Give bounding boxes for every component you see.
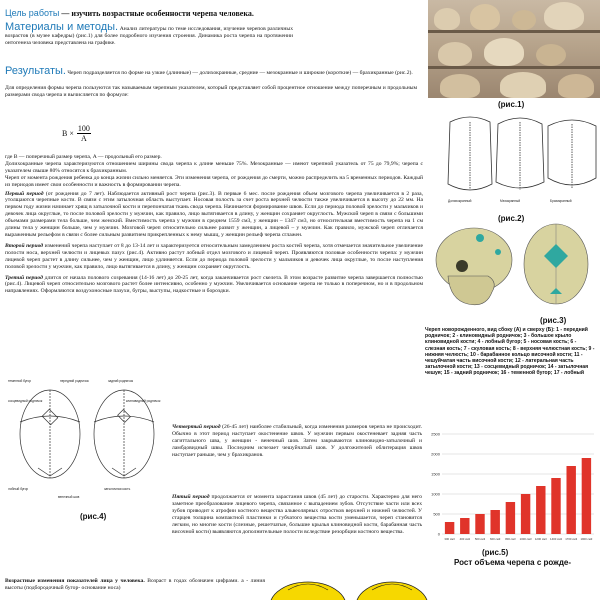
y-tick-label: 0 [437,531,440,537]
fig4-label-3: лобный бугор [8,487,29,491]
x-tick-label: 500 см3 [474,537,486,541]
period-3-text: длится от начала полового созревания (14-16 лет) до 20-25 лет, когда заканчивается рост скелета. В этом возрасте развитие черепа завершается полностью (рис.4). Лицевой череп относительно мозгового растет более интенсивно, особенно у мужчин. Увеличивается основание черепа не только в поперечном, но и в продольном направлениях. Оформляются воздухоносные пазухи, бугры, выступы, надкостные и бороздки. [5,274,423,295]
formula [62,124,91,143]
fig1-caption: (рис.1) [498,100,525,109]
fig4-label-7: клиновидный родничок [126,399,161,403]
fig3-legend: Череп новорожденного, вид сбоку (А) и сверху (Б): 1 - передний родничок; 2 - клиновидный родничок; 3 - большое крыло клиновидной кости; 4 - лобный бугор; 5 - носовая кость; 6 - слезная кость; 7 - скуловая кость; 8 - верхняя челюстная кость; 9 - нижняя челюсть; 10 - барабанное кольцо височной кости; 11 - чешуйчатая часть височной кости; 12 - латеральная часть затылочной кости; 13 - сосцевидный родничок; 14 - затылочная чешуя; 15 - задний родничок; 16 - теменной бугор; 17 - лобный [425,327,595,377]
materials-text: Анализ литературы по теме исследования, изучение черепов различных возрастов (в музее кафедры) (рис.1) для более подробного изучения строения. Динамика роста черепа на протяжении онтогенеза человека представлена на графике. [5,26,293,46]
materials-heading: Материалы и методы. [5,21,119,33]
y-tick-label: 500 [433,511,440,517]
period-4 [172,424,422,459]
formula-denominator: A [80,134,87,143]
face-profile-illustrations [268,576,428,600]
legend-1: где B — поперечный размер черепа, A — продольный его размер. [5,154,162,160]
period-1 [5,191,423,239]
skull-type-1: Долихокранный [448,199,472,203]
x-tick-label: 1200 см3 [534,537,547,541]
materials-block [5,21,293,47]
results-heading: Результаты. [5,65,66,77]
chart-title: Рост объема черепа с рожде- [454,558,572,567]
legend-2: Долихокранные черепа характеризуются отношением ширины свода черепа к длине меньше 75%. Мезокранные — имеют черепной указатель от 75 до 79,9%; черепа с указателем свыше 80% относятся к брахикранным. [5,160,423,174]
profile-outline-2 [356,582,428,600]
results-intro: Череп подразделяется по форме на узкие (длинные) — долихокранные, средние — мезокранные и широкие (короткие) — брахикранные (рис.2). [67,70,413,76]
fig4-label-8: венечный шов [58,495,80,499]
goal-text: изучить возрастные особенности черепа человека. [71,9,254,18]
x-tick-label: 1700 см3 [565,537,578,541]
x-tick-label: 1900 см3 [580,537,593,541]
x-tick-label: 1400 см3 [550,537,562,541]
period-1-text: (от рождения до 7 лет). Наблюдается активный рост черепа (рис.3). В первые 6 мес. после рождения объем мозгового черепа увеличивается в 2 раза, утолщаются черепные кости. В связи с этим затылочная область выступает. Носовая полость за счет роста верхней челюсти также увеличивается в высоту до 22 мм. На первом году жизни начинает хрящ в затылочной кости и перепончатая ткань свода черепа. Начинается формирование швов. Если до периода половой зрелости у мальчиков и девочек лица округлые, то после половой зрелости у мужчин, как правило, лицо вытягивается в длину, у женщин сохраняет округлость. Мужской череп в связи с большими объемами размерами тела больше, чем женский. Вместимость черепа у мужчин в среднем 1559 см3, у женщин – 1347 см3, но относительная вместимость черепа на 1 см длины тела у женщин больше, чем у мужчин. Мозговой череп относительно сильнее развит у женщин, а лицевой – у мужчин. Как правило, мужской череп отличается выраженным рельефом в связи с более сильным развитием прикрепленных к нему мышц, у женщин рельеф черепа сглажен. [5,190,423,238]
bar [551,478,560,534]
period-4-text: (26-45 лет) наиболее стабильный, когда изменения размеров черепа не происходит. Обычно в этот период наступает окостенение швов. У мужчин первым окостеневает задняя часть сагиттального шва, у женщин - венечный шов. Затем закрываются клиновидно-затылочный и ламбдовидный швы. Последним исчезает чешуйчатый шов. У долгожителей облитерация швов наступает раньше, чем у брахикранов. [172,424,423,458]
x-tick-label: 800 см3 [505,537,516,541]
skull-type-2: Мезокранный [500,199,521,203]
results-block [5,65,417,99]
results-index-text: Для определения формы черепа пользуются так называемым черепным указателем, который представляет собой процентное отношение между поперечным и продольным размерами свода черепа и вычисляется по формуле: [5,84,417,98]
goal-label: Цель работы [5,8,60,18]
y-tick-label: 1000 [431,491,440,497]
y-tick-label: 2500 [431,431,440,437]
bar [582,458,591,534]
face-text: Возраст в годах обозначен цифрами. а - линия высоты (подбородочный бугор- основание носа) [5,578,265,591]
bar [445,522,454,534]
formula-left: B × [62,129,74,138]
period-3 [5,275,423,296]
profile-outline-1 [270,582,346,600]
skull-types-diagram [440,110,600,210]
period-2 [5,243,423,271]
main-text-block [5,154,423,295]
bar [536,486,545,534]
bar [475,514,484,534]
period-2-title: Второй период [5,242,44,249]
period-5-text: продолжается от момента зарастания швов (45 лет) до старости. Характерно для него заметное преобразование лицевого черепа, связанное с выпадением зубов. Отсутствие части или всех зубов приводит к атрофии костного вещества альвеолярных отростков верхней и нижней челюстей. У старцев толщина компактной пластинки и губчатого вещества кости уменьшается, череп становится легким, но многие кости (слезные, решетчатые, большие крылья клиновидной кости, барабанная часть височной кости) выявляются дополнительные полости вследствие резорбции костного вещества. [172,494,423,535]
fig4-label-6: сосцевидный родничок [8,399,43,403]
fig4-label-1: теменной бугор [8,379,32,383]
period-4-title: Четвертый период [172,424,221,430]
fig5-caption: (рис.5) [482,548,509,557]
face-title: Возрастные изменения показателей лица у человека. [5,578,145,584]
x-tick-label: 600 см3 [490,537,501,541]
fig3-caption: (рис.3) [540,316,567,325]
period-2-text: изменений черепа наступает от 8 до 13-14 лет и характеризуется относительным замедлением роста костей черепа, хотя отмечается значительное увеличение полости носа, верхней челюсти и лицевых пазух (рис.4). Активно растут лобный отдел мозгового и лицевой череп. Проявляются половые особенности черепа: у мужчин лицевой череп растет в длину сильнее, чем у женщин, лицо удлиняется. Если до периода половой зрелости у мальчиков и девочек лица округлые, то после наступления половой зрелости у мужчин, как правило, лицо вытягивается в длину, у женщин сохраняет округлость. [5,242,424,270]
x-tick-label: 1000 см3 [519,537,532,541]
period-3-title: Третий период [5,274,43,281]
fig4-caption: (рис.4) [80,512,107,521]
fig2-caption: (рис.2) [498,214,525,223]
fig4-label-5: затылочная кость [104,487,131,491]
bar [460,518,469,534]
period-5 [172,494,422,535]
x-tick-label: 400 см3 [459,537,470,541]
skull-volume-chart [424,428,600,558]
period-5-title: Пятый период [172,494,210,500]
fig4-skull-diagram [8,372,166,507]
goal-dash: — [59,9,72,18]
bar [506,502,515,534]
museum-photo [428,0,600,98]
y-tick-label: 1500 [431,471,440,477]
fig4-label-2: передний родничок [60,379,89,383]
formula-numerator: 100 [77,124,90,133]
x-tick-label: 300 см3 [444,537,455,541]
period-1-title: Первый период [5,190,44,197]
y-tick-label: 2000 [431,451,440,457]
fig4-label-4: задний родничок [108,379,134,383]
orbit-shape [456,260,468,272]
goal-line [5,8,325,18]
bar [490,510,499,534]
newborn-skull-illustration [428,222,600,314]
bar [521,494,530,534]
skull-type-3: Брахикранный [550,199,572,203]
bar [566,466,575,534]
legend-3: Череп от момента рождения ребенка до конца жизни сильно меняется. Эти изменения черепа, от рождения до смерти, можно распределить на 5 временных периодов. Каждый из периодов имеет свои особенности и важность в формировании черепа. [5,174,423,188]
face-block [5,578,265,592]
